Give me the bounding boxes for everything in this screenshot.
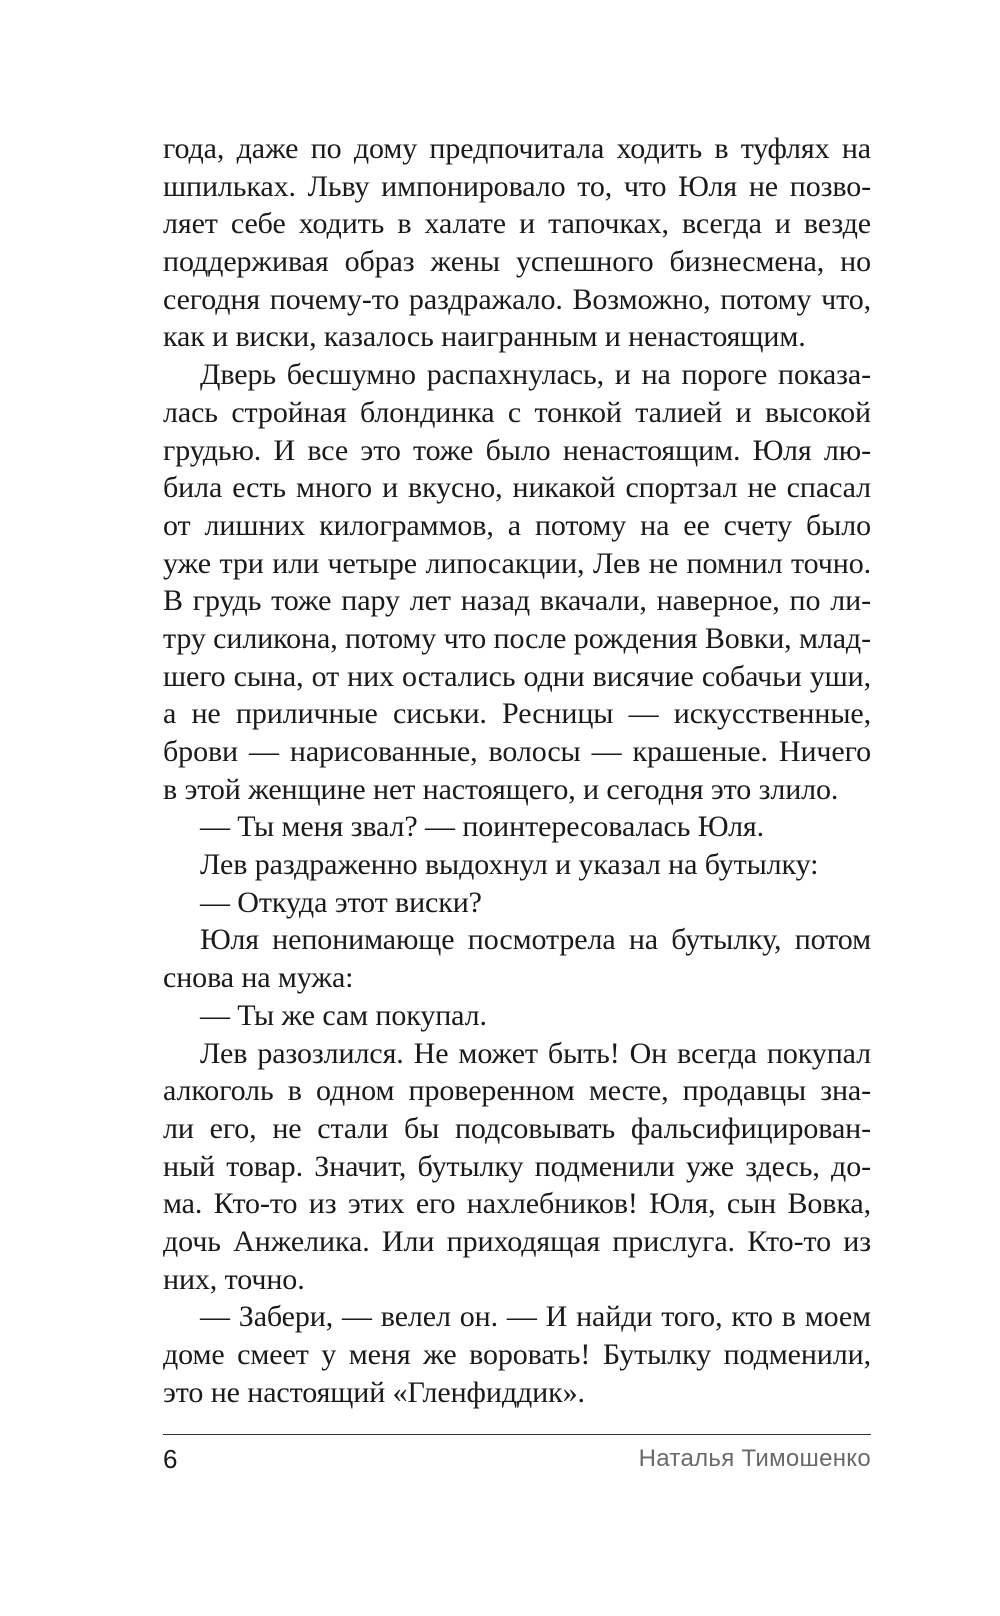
text-line: сегодня почему-то раздражало. Возможно, потому что, [163, 282, 871, 316]
text-line: года, даже по дому предпочитала ходить в туфлях на [163, 132, 871, 165]
text-line: ли его, не стали бы подсовывать фальсифицирован- [163, 1111, 871, 1145]
footer-divider [163, 1434, 871, 1435]
text-line: тру силикона, потому что после рождения Вовки, млад- [163, 621, 871, 655]
text-line: Дверь бесшумно распахнулась, и на пороге показа- [200, 358, 871, 392]
dialogue-line: это не настоящий «Гленфиддик». [163, 1375, 585, 1409]
text-line: ляет себе ходить в халате и тапочках, всегда и везде [163, 207, 871, 241]
text-line: лась стройная блондинка с тонкой талией и высокой [163, 395, 871, 429]
text-line: а не приличные сиськи. Ресницы — искусственные, [163, 697, 871, 731]
text-line: от лишних килограммов, а потому на ее счету было [163, 508, 871, 542]
text-line: Юля непонимающе посмотрела на бутылку, потом [200, 923, 871, 957]
text-line: брови — нарисованные, волосы — крашеные. Ничего [163, 735, 871, 768]
text-line: алкоголь в одном проверенном месте, продавцы зна- [163, 1074, 871, 1108]
dialogue-line: — Забери, — велел он. — И найди того, кто в моем [200, 1300, 871, 1334]
text-line: В грудь тоже пару лет назад вкачали, наверное, по ли- [163, 584, 871, 618]
body-text [163, 130, 871, 1411]
dialogue-line: — Ты меня звал? — поинтересовалась Юля. [200, 810, 765, 844]
text-line: поддерживая образ жены успешного бизнесмена, но [163, 245, 871, 279]
text-line: как и виски, казалось наигранным и ненастоящим. [163, 320, 806, 354]
text-line: снова на мужа: [163, 961, 354, 995]
text-line: Лев разозлился. Не может быть! Он всегда покупал [200, 1036, 871, 1070]
text-line: грудью. И все это тоже было ненастоящим. Юля лю- [163, 433, 871, 467]
dialogue-line: доме смеет у меня же воровать! Бутылку подменили, [163, 1338, 871, 1371]
text-line: дочь Анжелика. Или приходящая прислуга. Кто-то из [163, 1224, 871, 1258]
dialogue-line: — Откуда этот виски? [200, 885, 482, 919]
text-line: ма. Кто-то из этих его нахлебников! Юля, сын Вовка, [163, 1187, 871, 1221]
page-number: 6 [163, 1444, 178, 1474]
text-line: Лев раздраженно выдохнул и указал на бутылку: [200, 848, 819, 882]
text-line: шпильках. Льву импонировало то, что Юля не позво- [163, 169, 871, 203]
text-line: ный товар. Значит, бутылку подменили уже здесь, до- [163, 1149, 871, 1183]
text-line: уже три или четыре липосакции, Лев не помнил точно. [163, 546, 871, 580]
text-line: била есть много и вкусно, никакой спортзал не спасал [163, 471, 871, 505]
text-line: них, точно. [163, 1262, 305, 1296]
text-line: шего сына, от них остались одни висячие собачьи уши, [163, 659, 871, 693]
dialogue-line: — Ты же сам покупал. [200, 998, 487, 1032]
text-line: в этой женщине нет настоящего, и сегодня это злило. [163, 772, 839, 806]
author-name: Наталья Тимошенко [638, 1445, 871, 1472]
